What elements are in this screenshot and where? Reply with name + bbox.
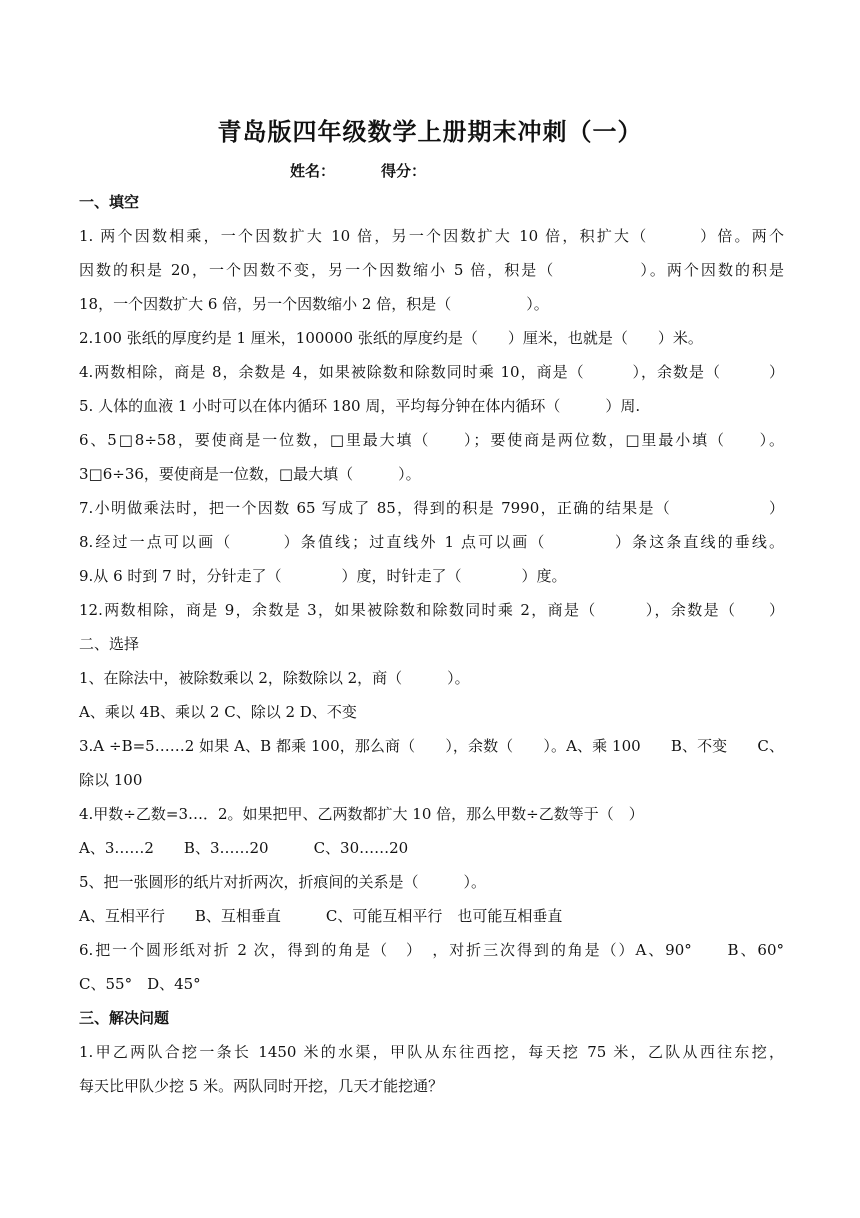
question-line: 18，一个因数扩大 6 倍，另一个因数缩小 2 倍，积是（ ）。 bbox=[79, 295, 549, 313]
question-line: 5. 人体的血液 1 小时可以在体内循环 180 周，平均每分钟在体内循环（ ）周. bbox=[79, 397, 641, 415]
question-line: 1.甲乙两队合挖一条长 1450 米的水渠，甲队从东往西挖，每天挖 75 米，乙队从西往东挖， bbox=[79, 1043, 784, 1061]
question-line: 12.两数相除，商是 9，余数是 3，如果被除数和除数同时乘 2，商是（ ），余数是（ ） bbox=[79, 601, 784, 619]
page-title: 青岛版四年级数学上册期末冲刺（一） bbox=[217, 118, 643, 146]
name-score-header bbox=[290, 160, 426, 181]
score-label: 得分： bbox=[381, 162, 427, 180]
question-line: 4.两数相除，商是 8，余数是 4，如果被除数和除数同时乘 10，商是（ ），余数是（ ） bbox=[79, 363, 784, 381]
options-line: C、55° D、45° bbox=[79, 975, 201, 993]
section-heading-choice: 二、选择 bbox=[79, 635, 140, 653]
question-line: 6、5□8÷58，要使商是一位数，□里最大填（ ）；要使商是两位数，□里最小填（ ）。 bbox=[79, 431, 784, 449]
question-line: 1. 两个因数相乘，一个因数扩大 10 倍，另一个因数扩大 10 倍，积扩大（ ）倍。两个 bbox=[79, 227, 784, 245]
name-label: 姓名： bbox=[290, 162, 336, 180]
section-heading-problems: 三、解决问题 bbox=[79, 1009, 170, 1027]
section-heading-fill: 一、填空 bbox=[79, 193, 140, 211]
options-line: A、互相平行 B、互相垂直 C、可能互相平行 也可能互相垂直 bbox=[79, 907, 563, 925]
question-line: 3□6÷36，要使商是一位数，□最大填（ ）。 bbox=[79, 465, 421, 483]
question-line: 除以 100 bbox=[79, 771, 143, 789]
question-line: 4.甲数÷乙数=3…．2。如果把甲、乙两数都扩大 10 倍，那么甲数÷乙数等于（ ） bbox=[79, 805, 644, 823]
question-line: 1、在除法中，被除数乘以 2，除数除以 2，商（ ）。 bbox=[79, 669, 470, 687]
question-line: 3.A ÷B=5……2 如果 A、B 都乘 100，那么商（ ），余数（ ）。A、乘 100 B、不变 C、 bbox=[79, 737, 784, 755]
question-line: 7.小明做乘法时，把一个因数 65 写成了 85，得到的积是 7990，正确的结果是（ ） bbox=[79, 499, 784, 517]
question-line: 2.100 张纸的厚度约是 1 厘米，100000 张纸的厚度约是（ ）厘米，也就是（ ）米。 bbox=[79, 329, 703, 347]
question-line: 9.从 6 时到 7 时，分针走了（ ）度，时针走了（ ）度。 bbox=[79, 567, 567, 585]
options-line: A、3……2 B、3……20 C、30……20 bbox=[79, 839, 409, 857]
question-line: 因数的积是 20，一个因数不变，另一个因数缩小 5 倍，积是（ ）。两个因数的积是 bbox=[79, 261, 784, 279]
options-line: A、乘以 4B、乘以 2 C、除以 2 D、不变 bbox=[79, 703, 357, 721]
question-line: 6.把一个圆形纸对折 2 次，得到的角是（ ） ，对折三次得到的角是（）A、90° B、60° bbox=[79, 941, 784, 959]
question-line: 每天比甲队少挖 5 米。两队同时开挖，几天才能挖通？ bbox=[79, 1077, 444, 1095]
question-line: 8.经过一点可以画（ ）条值线；过直线外 1 点可以画（ ）条这条直线的垂线。 bbox=[79, 533, 784, 551]
question-line: 5、把一张圆形的纸片对折两次，折痕间的关系是（ ）。 bbox=[79, 873, 487, 891]
